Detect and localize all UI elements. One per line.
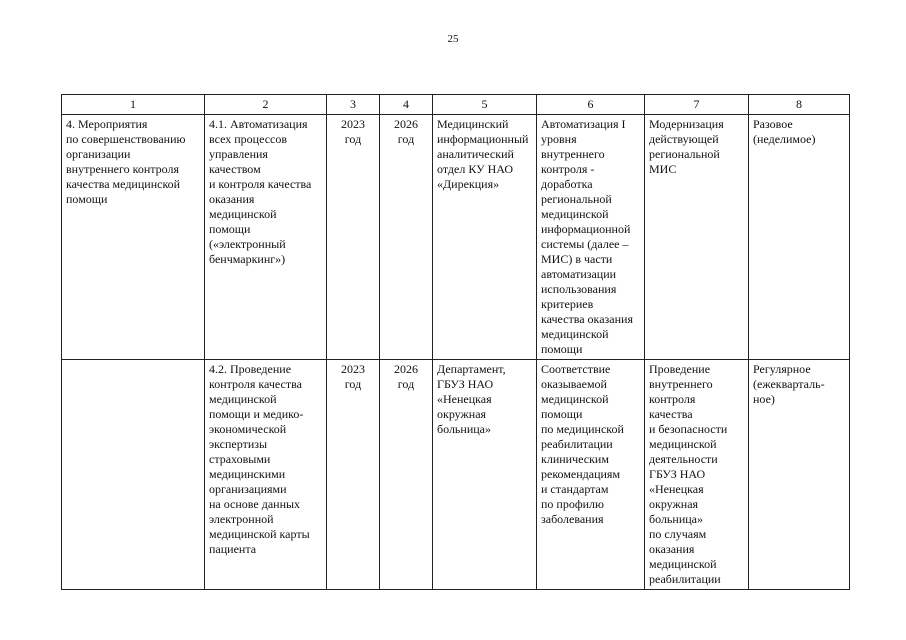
column-header: 3 <box>327 95 380 115</box>
cell-text: Медицинский информационный аналитический отдел КУ НАО «Дирекция» <box>437 117 529 191</box>
table-cell-result <box>537 360 645 590</box>
cell-text: Департамент, ГБУЗ НАО «Ненецкая окружная больница» <box>437 362 506 436</box>
table-cell-measure <box>62 115 205 360</box>
table-cell-responsible <box>433 360 537 590</box>
column-header: 1 <box>62 95 205 115</box>
cell-text: Автоматизация I уровня внутреннего контроля - доработка региональной медицинской информационной системы (далее – МИС) в части автоматизации использования критериев качества оказания медицинской помощи <box>541 117 633 356</box>
cell-text: 2026 год <box>394 362 418 391</box>
cell-text: Соответствие оказываемой медицинской помощи по медицинской реабилитации клиническим рекомендациям и стандартам по профилю заболевания <box>541 362 624 526</box>
cell-text: 4. Мероприятия по совершенствованию организации внутреннего контроля качества медицинской помощи <box>66 117 186 206</box>
column-header: 5 <box>433 95 537 115</box>
table-cell-start <box>327 115 380 360</box>
table-cell-activity <box>205 115 327 360</box>
table-cell-end <box>380 115 433 360</box>
table-cell-result <box>537 115 645 360</box>
column-header: 2 <box>205 95 327 115</box>
column-header: 6 <box>537 95 645 115</box>
page-number: 25 <box>447 33 459 45</box>
cell-text: Проведение внутреннего контроля качества и безопасности медицинской деятельности ГБУЗ НАО «Ненецкая окружная больница» по случаям оказания медицинской реабилитации <box>649 362 728 586</box>
table-cell-characteristic <box>645 115 749 360</box>
table-row <box>62 360 850 590</box>
table-cell-measure <box>62 360 205 590</box>
table-cell-end <box>380 360 433 590</box>
cell-text: 2026 год <box>394 117 418 146</box>
cell-text: 4.1. Автоматизация всех процессов управления качеством и контроля качества оказания медицинской помощи («электронный бенчмаркинг») <box>209 117 312 266</box>
table-cell-responsible <box>433 115 537 360</box>
column-header: 8 <box>749 95 850 115</box>
cell-text: Модернизация действующей региональной МИС <box>649 117 724 176</box>
cell-text: 2023 год <box>341 362 365 391</box>
cell-text: 4.2. Проведение контроля качества медицинской помощи и медико- экономической экспертизы страховыми медицинскими организациями на основе данных электронной медицинской карты пациента <box>209 362 310 556</box>
table-cell-type <box>749 115 850 360</box>
header-row <box>62 95 850 115</box>
cell-text: Разовое (неделимое) <box>753 117 816 146</box>
table-cell-activity <box>205 360 327 590</box>
column-header: 4 <box>380 95 433 115</box>
cell-text: Регулярное (ежекварталь- ное) <box>753 362 825 406</box>
cell-text: 2023 год <box>341 117 365 146</box>
column-header: 7 <box>645 95 749 115</box>
table-cell-start <box>327 360 380 590</box>
measures-table <box>61 94 850 590</box>
table-cell-type <box>749 360 850 590</box>
table-row <box>62 115 850 360</box>
table-cell-characteristic <box>645 360 749 590</box>
